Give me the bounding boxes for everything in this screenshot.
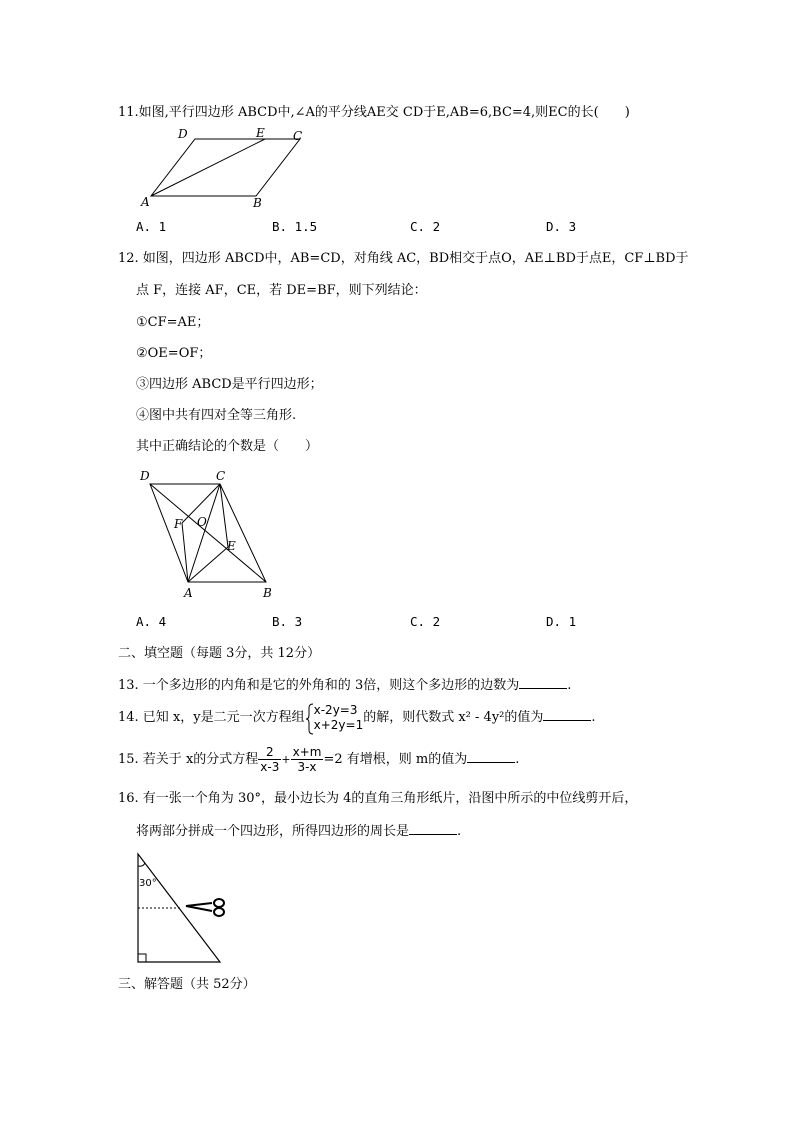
brace-icon <box>305 703 314 735</box>
label-o: O <box>197 515 207 529</box>
frac2-denominator: 3-x <box>297 760 317 774</box>
q16-triangle-figure <box>130 848 246 968</box>
angle-arc-icon <box>138 863 145 866</box>
q14-end: . <box>591 710 596 725</box>
frac2-numerator: x+m <box>292 745 322 759</box>
label-f: F <box>174 517 183 531</box>
parallelogram-abcd <box>151 139 300 196</box>
q14-answer-blank[interactable] <box>543 708 591 721</box>
q15-line <box>118 742 519 778</box>
right-angle-marker <box>138 954 146 962</box>
q14-post: 的解，则代数式 x² - 4y²的值为 <box>363 710 544 725</box>
q11-stem: 11.如图,平行四边形 ABCD中,∠A的平分线AE交 CD于E,AB=6,BC=4,则EC的长( ) <box>118 105 630 120</box>
label-e: E <box>256 126 265 140</box>
q16-line2: 将两部分拼成一个四边形，所得四边形的周长是 <box>136 824 410 839</box>
label-c: C <box>293 129 303 143</box>
diagonal-bd <box>150 484 266 582</box>
label-c: C <box>216 469 226 483</box>
q11-parallelogram-figure <box>138 126 318 212</box>
q12-item-1: ①CF=AE； <box>136 315 210 330</box>
q11-option-b[interactable]: B. 1.5 <box>272 219 318 234</box>
q16-end: . <box>457 824 462 839</box>
section-2-heading: 二、填空题（每题 3分，共 12分） <box>118 646 321 661</box>
label-d: D <box>178 127 188 141</box>
q16-answer-blank[interactable] <box>409 822 457 835</box>
scissors-icon <box>186 899 224 916</box>
q12-question: 其中正确结论的个数是（ ） <box>136 439 319 454</box>
q12-item-3: ③四边形 ABCD是平行四边形； <box>136 377 323 392</box>
label-b: B <box>253 196 262 210</box>
q13-line <box>118 676 571 695</box>
q11-option-d[interactable]: D. 3 <box>546 219 577 234</box>
frac1-numerator: 2 <box>258 745 281 760</box>
bisector-ae <box>151 139 265 196</box>
q11-option-c[interactable]: C. 2 <box>410 219 441 234</box>
q15-end: . <box>515 752 520 767</box>
label-b: B <box>263 586 272 600</box>
q12-option-c[interactable]: C. 2 <box>410 614 441 629</box>
q12-option-d[interactable]: D. 1 <box>546 614 577 629</box>
q15-pre: 15. 若关于 x的分式方程 <box>118 752 259 767</box>
q15-fraction-1 <box>258 745 281 774</box>
q14-eq2: x+2y=1 <box>313 717 364 732</box>
section-3-heading: 三、解答题（共 52分） <box>118 977 256 992</box>
label-e: E <box>227 539 236 553</box>
frac1-denominator: x-3 <box>260 760 280 774</box>
label-d: D <box>140 469 150 483</box>
q16-line1: 16. 有一张一个角为 30°，最小边长为 4的直角三角形纸片，沿图中所示的中位线剪开后， <box>118 791 638 806</box>
q14-eq1: x-2y=3 <box>313 702 358 717</box>
q14-line <box>118 701 596 735</box>
q14-equation-system <box>305 703 364 733</box>
q15-plus: + <box>281 753 291 766</box>
q13-end: . <box>567 678 572 693</box>
q15-answer-blank[interactable] <box>467 750 515 763</box>
q13-answer-blank[interactable] <box>519 676 567 689</box>
q12-stem-line2: 点 F，连接 AF，CE，若 DE=BF，则下列结论： <box>136 283 427 298</box>
q13-text: 13. 一个多边形的内角和是它的外角和的 3倍，则这个多边形的边数为 <box>118 678 520 693</box>
q14-pre: 14. 已知 x，y是二元一次方程组 <box>118 710 305 725</box>
q11-option-a[interactable]: A. 1 <box>136 219 167 234</box>
angle-30-label: 30° <box>139 878 157 889</box>
q12-item-4: ④图中共有四对全等三角形. <box>136 408 297 423</box>
q16-line2-wrap <box>136 822 461 841</box>
q12-quadrilateral-figure <box>136 466 286 602</box>
q12-option-b[interactable]: B. 3 <box>272 614 303 629</box>
q12-stem-line1: 12. 如图，四边形 ABCD中，AB=CD，对角线 AC，BD相交于点O，AE⊥BD于点E，CF⊥BD于 <box>118 251 689 266</box>
q12-item-2: ②OE=OF； <box>136 346 212 361</box>
diagonal-ac <box>188 484 220 582</box>
q12-option-a[interactable]: A. 4 <box>136 614 167 629</box>
q15-post: =2 有增根，则 m的值为 <box>323 752 468 767</box>
q15-fraction-2 <box>291 745 324 774</box>
label-a: A <box>141 195 150 209</box>
label-a: A <box>184 586 193 600</box>
